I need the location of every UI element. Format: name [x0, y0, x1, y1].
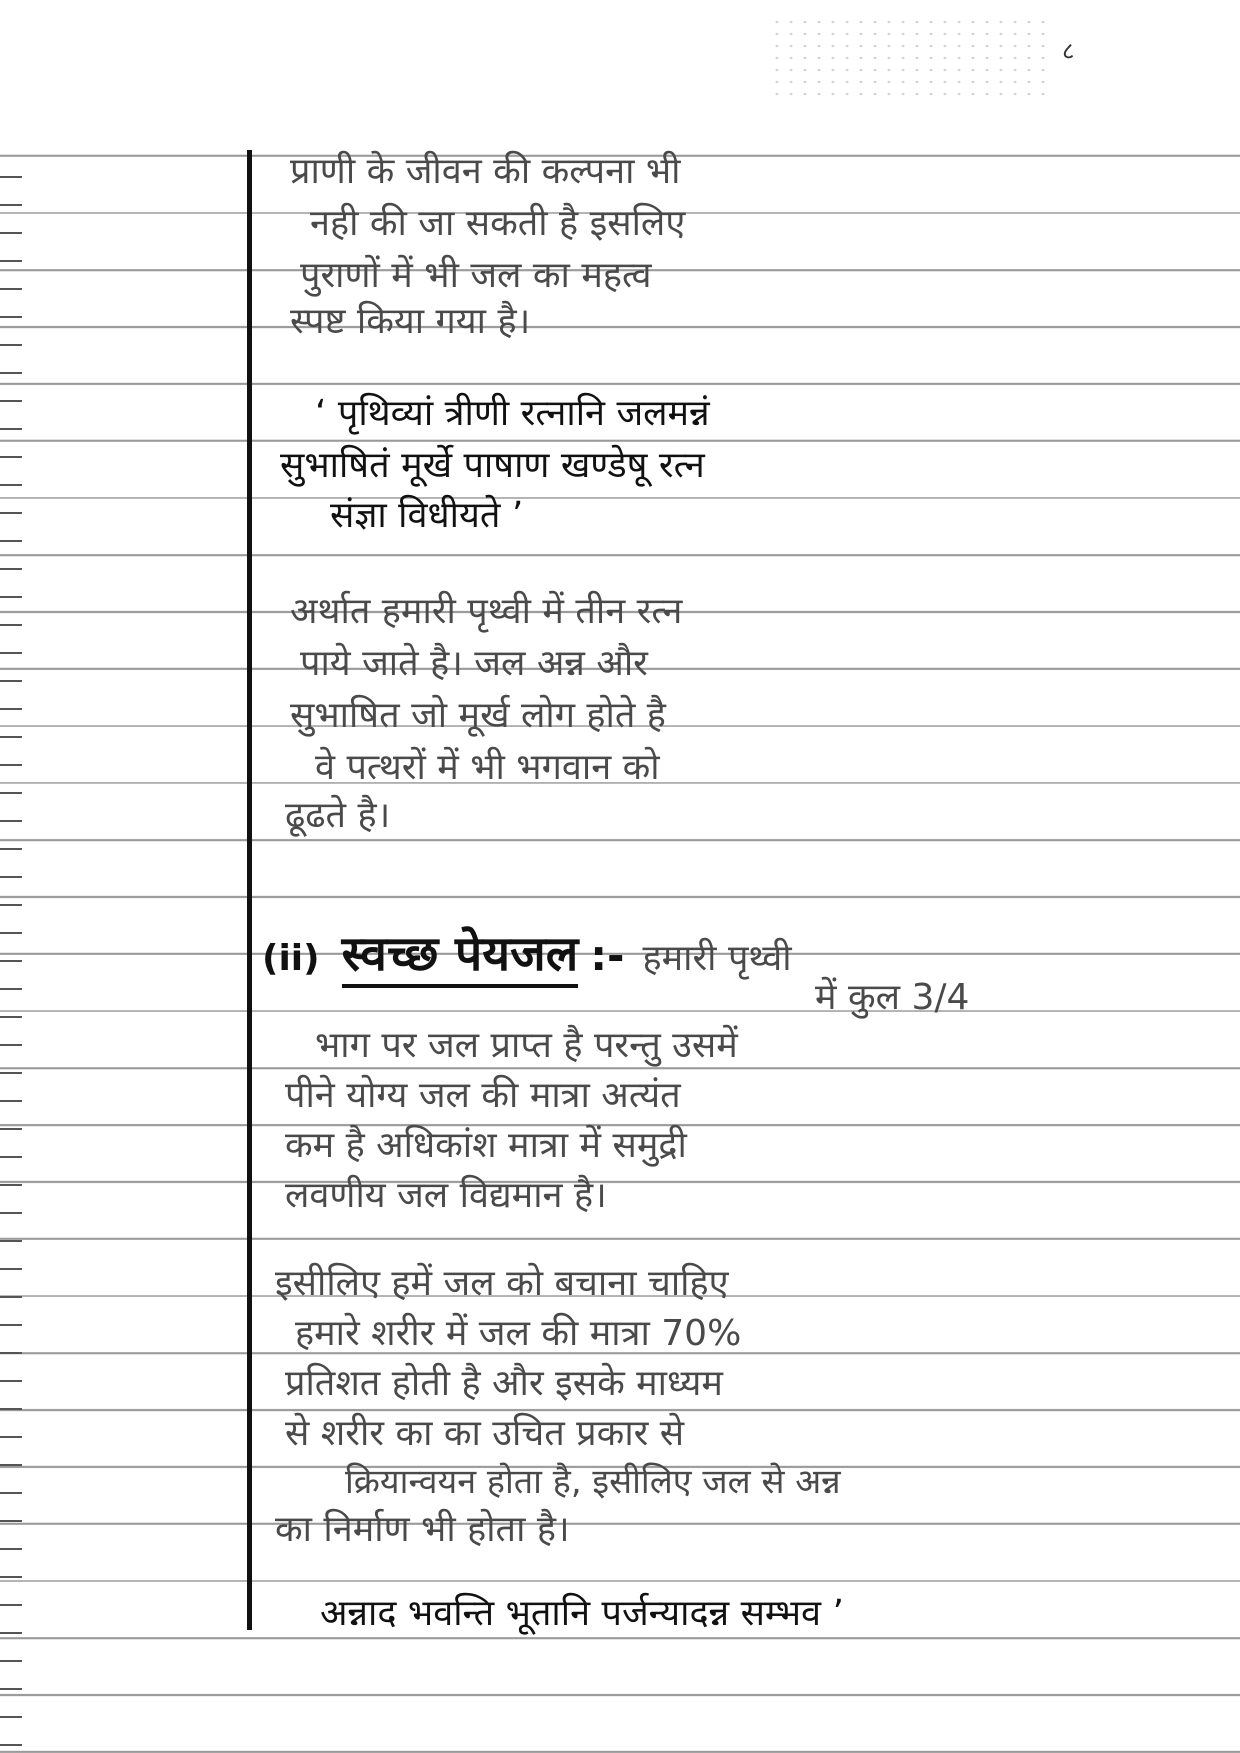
paragraph3-line-1: इसीलिए हमें जल को बचाना चाहिए: [275, 1263, 729, 1304]
paragraph2-line-4: वे पत्थरों में भी भगवान को: [315, 747, 660, 788]
paragraph2-line-3: सुभाषित जो मूर्ख लोग होते है: [290, 695, 666, 736]
paragraph3-line-6: का निर्माण भी होता है।: [275, 1509, 570, 1550]
faint-dot-pattern: [770, 16, 1050, 96]
section-separator: :-: [590, 931, 625, 980]
paragraph3-line-2: हमारे शरीर में जल की मात्रा 70%: [295, 1313, 742, 1354]
section2-line-5: लवणीय जल विद्यमान है।: [285, 1175, 607, 1216]
paragraph1-line-1: प्राणी के जीवन की कल्पना भी: [290, 151, 681, 192]
section-first-line: हमारी पृथ्वी: [642, 938, 792, 979]
quote2-line: अन्नाद भवन्ति भूतानि पर्जन्यादन्न सम्भव ’: [320, 1593, 844, 1634]
page-header-area: [0, 0, 1240, 150]
quote1-line-1: ‘ पृथिव्यां त्रीणी रत्नानि जलमन्नं: [315, 393, 710, 434]
section-number: (ii): [262, 938, 320, 979]
quote1-line-3: संज्ञा विधीयते ’: [330, 495, 524, 536]
paragraph1-line-2: नही की जा सकती है इसलिए: [310, 203, 686, 244]
ruled-margin-ticks: [0, 150, 22, 1750]
paragraph2-line-5: ढूढते है।: [285, 795, 391, 836]
section2-line-2: भाग पर जल प्राप्त है परन्तु उसमें: [315, 1025, 738, 1066]
section2-line-4: कम है अधिकांश मात्रा में समुद्री: [285, 1125, 687, 1166]
section-title: स्वच्छ पेयजल: [342, 926, 579, 988]
paragraph3-line-3: प्रतिशत होती है और इसके माध्यम: [285, 1363, 723, 1404]
quote1-line-2: सुभाषितं मूर्खे पाषाण खण्डेषू रत्न: [280, 445, 705, 486]
paragraph2-line-2: पाये जाते है। जल अन्न और: [300, 643, 648, 684]
paragraph3-line-5: क्रियान्वयन होता है, इसीलिए जल से अन्न: [345, 1462, 841, 1502]
section-heading: [262, 928, 792, 985]
page-number: ८: [1062, 37, 1075, 65]
section2-line-3: पीने योग्य जल की मात्रा अत्यंत: [285, 1075, 681, 1116]
paragraph2-line-1: अर्थात हमारी पृथ्वी में तीन रत्न: [290, 591, 683, 632]
paragraph3-line-4: से शरीर का का उचित प्रकार से: [285, 1413, 685, 1454]
paragraph1-line-4: स्पष्ट किया गया है।: [290, 301, 531, 342]
margin-line: [247, 150, 252, 1630]
section2-line-1: में कुल 3/4: [815, 977, 970, 1018]
paragraph1-line-3: पुराणों में भी जल का महत्व: [300, 255, 652, 296]
